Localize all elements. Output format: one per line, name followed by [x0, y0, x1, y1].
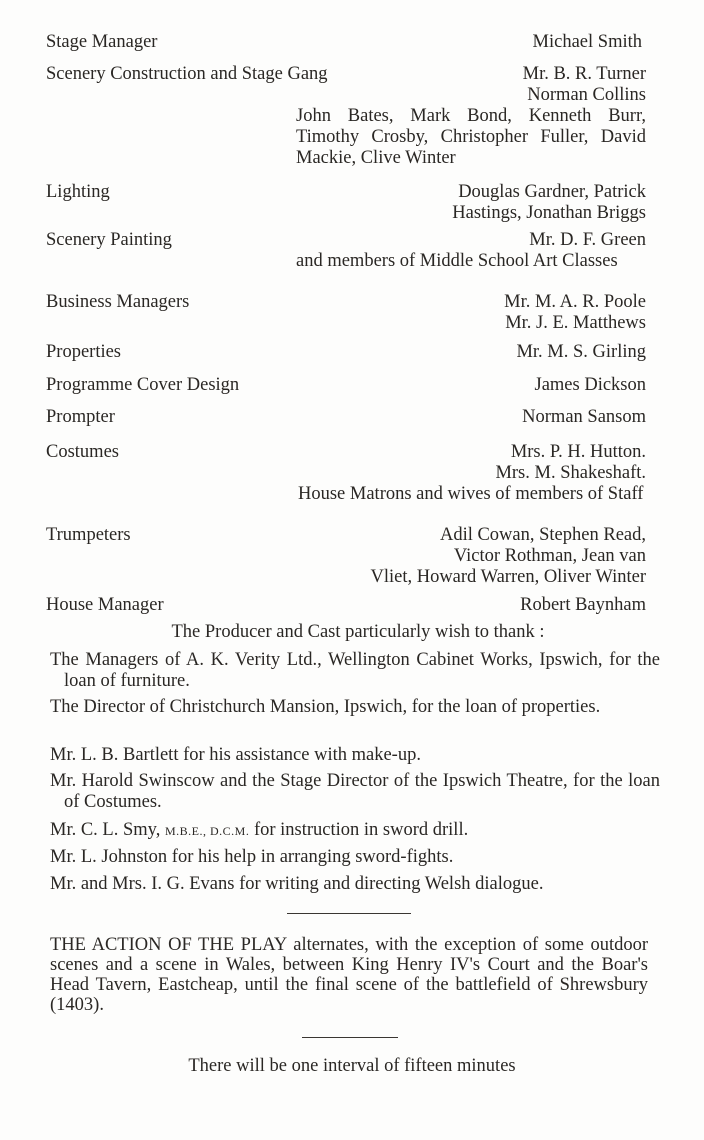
credit-role: Scenery Painting — [46, 230, 172, 250]
credit-name: Hastings, Jonathan Briggs — [452, 203, 646, 223]
credit-name: Victor Rothman, Jean van — [453, 546, 646, 566]
credit-prompter — [46, 407, 646, 428]
credit-name: Vliet, Howard Warren, Oliver Winter — [370, 567, 646, 587]
thanks-item: Mr. and Mrs. I. G. Evans for writing and directing Welsh dialogue. — [50, 874, 544, 894]
thanks-item: Mr. L. Johnston for his help in arranging sword-fights. — [50, 847, 454, 867]
thanks-item-smy — [50, 820, 660, 842]
thanks-smy-name: Mr. C. L. Smy, — [50, 820, 161, 840]
credit-scenery-painting — [46, 230, 646, 271]
thanks-item: The Managers of A. K. Verity Ltd., Wellington Cabinet Works, Ipswich, for the loan of furniture. — [50, 650, 660, 691]
credit-others: John Bates, Mark Bond, Kenneth Burr, Timothy Crosby, Christopher Fuller, David Mackie, Clive Winter — [296, 106, 646, 168]
credit-name: Mr. B. R. Turner — [522, 64, 646, 84]
credit-role: Trumpeters — [46, 525, 131, 545]
thanks-smy-rest: for instruction in sword drill. — [253, 820, 469, 840]
credit-role: Stage Manager — [46, 32, 158, 52]
credit-scenery-construction — [46, 64, 646, 168]
credit-name: Mrs. M. Shakeshaft. — [495, 463, 646, 483]
credit-name: Mr. M. A. R. Poole — [504, 292, 646, 312]
credit-lighting — [46, 182, 646, 224]
credit-role: Properties — [46, 342, 122, 362]
divider — [302, 1037, 398, 1038]
thanks-item: The Director of Christchurch Mansion, Ipswich, for the loan of properties. — [50, 697, 601, 717]
credit-name: Douglas Gardner, Patrick — [458, 182, 646, 202]
credit-house-manager — [46, 595, 646, 616]
credit-role: Business Managers — [46, 292, 190, 312]
credit-name: Mr. M. S. Girling — [516, 342, 646, 362]
credit-name: Norman Collins — [527, 85, 646, 105]
credit-name: Michael Smith — [532, 32, 642, 52]
credit-role: Prompter — [46, 407, 115, 427]
credit-role: Lighting — [46, 182, 110, 202]
credit-name: Mrs. P. H. Hutton. — [510, 442, 646, 462]
credit-stage-manager — [46, 32, 646, 53]
credit-trumpeters — [46, 525, 646, 588]
credit-business-managers — [46, 292, 646, 334]
credit-name: Adil Cowan, Stephen Read, — [439, 525, 646, 545]
credit-programme-cover — [46, 375, 646, 396]
credit-costumes — [46, 442, 646, 504]
credit-role: Scenery Construction and Stage Gang — [46, 64, 328, 84]
action-paragraph — [50, 935, 648, 1015]
credit-properties — [46, 342, 646, 363]
credit-role: House Manager — [46, 595, 164, 615]
interval-note: There will be one interval of fifteen minutes — [188, 1056, 516, 1076]
thanks-item: Mr. L. B. Bartlett for his assistance with make-up. — [50, 745, 421, 765]
credit-role: Costumes — [46, 442, 119, 462]
divider — [287, 913, 411, 914]
action-lead: THE ACTION OF THE PLAY — [50, 935, 287, 955]
thanks-smy-honours: M.B.E., D.C.M. — [164, 824, 250, 838]
credit-others: House Matrons and wives of members of Staff — [298, 484, 644, 504]
credit-name: Mr. J. E. Matthews — [505, 313, 646, 333]
credit-name: Mr. D. F. Green — [529, 230, 646, 250]
credit-name: James Dickson — [534, 375, 646, 395]
thanks-heading: The Producer and Cast particularly wish to thank : — [171, 622, 545, 642]
credit-name: Norman Sansom — [522, 407, 646, 427]
action-text: alternates, with the exception of some outdoor scenes and a scene in Wales, between King Henry IV's Court and the Boar's Head Tavern, Eastcheap, until the final scene of the battlefield of Shrewsbury (1403). — [50, 935, 648, 1015]
credit-others: and members of Middle School Art Classes — [296, 251, 618, 271]
credit-role: Programme Cover Design — [46, 375, 240, 395]
thanks-item: Mr. Harold Swinscow and the Stage Director of the Ipswich Theatre, for the loan of Costumes. — [50, 771, 660, 812]
credit-name: Robert Baynham — [520, 595, 646, 615]
